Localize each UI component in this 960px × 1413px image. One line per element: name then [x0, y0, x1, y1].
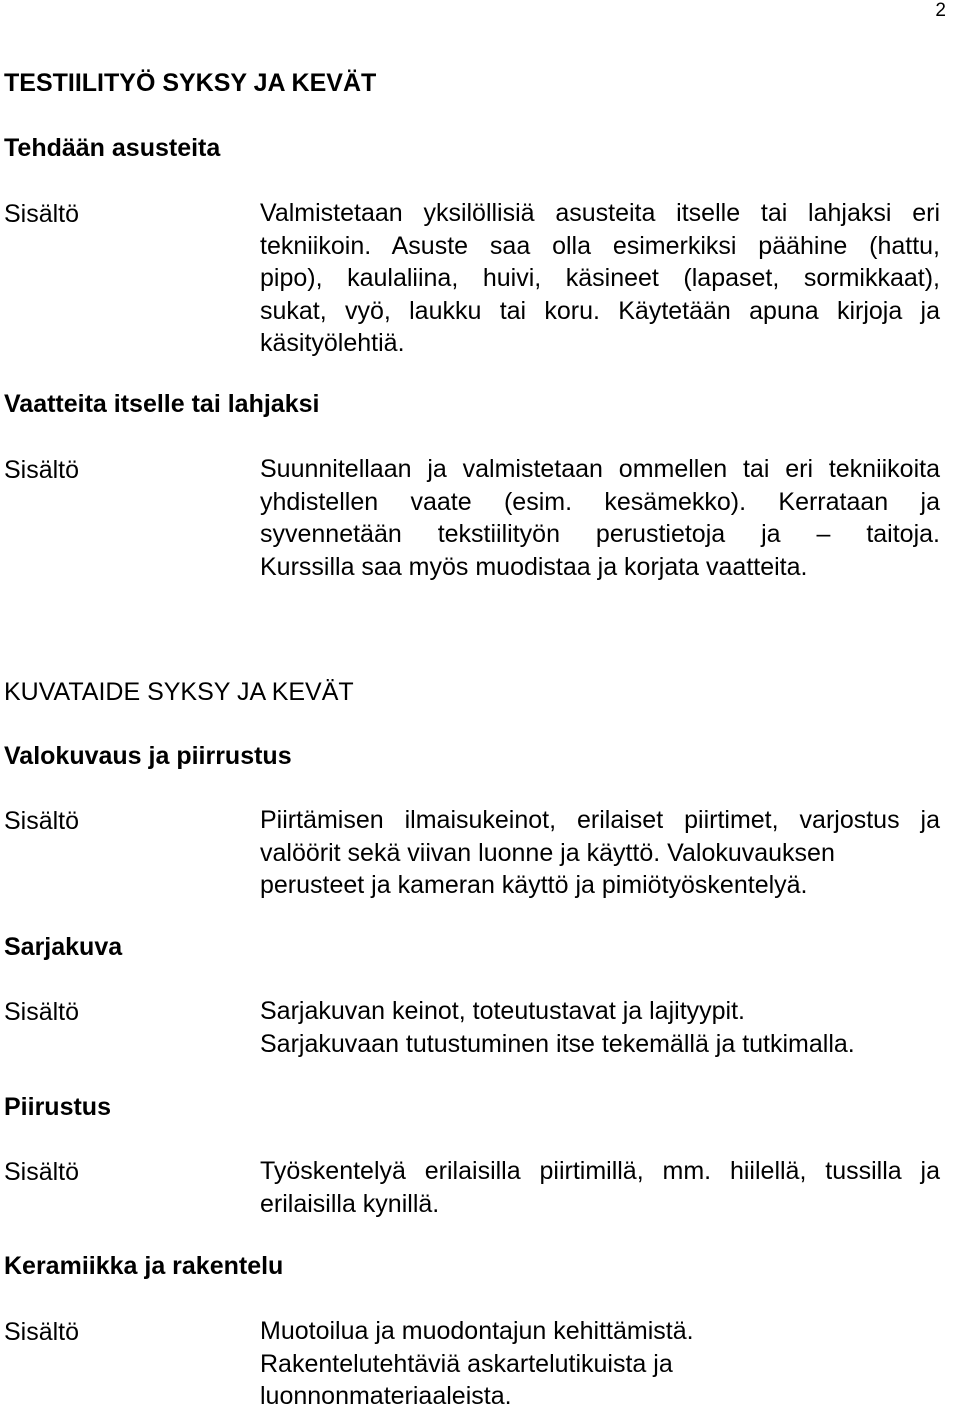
text-line: Piirtämisen ilmaisukeinot, erilaiset piirtimet, varjostus ja [260, 806, 940, 834]
text-line: käsityölehtiä. [260, 329, 405, 357]
text-line: erilaisilla kynillä. [260, 1189, 440, 1218]
content-label: Sisältö [4, 1318, 80, 1346]
subsection-title-sarjakuva: Sarjakuva [4, 933, 123, 961]
text-line: Rakentelutehtäviä askartelutikuista ja [260, 1349, 673, 1378]
subsection-title-vaatteita: Vaatteita itselle tai lahjaksi [4, 390, 320, 418]
text-line: Sarjakuvaan tutustuminen itse tekemällä ja tutkimalla. [260, 1029, 855, 1058]
content-label: Sisältö [4, 998, 80, 1026]
content-label: Sisältö [4, 456, 80, 484]
text-line: sukat, vyö, laukku tai koru. Käytetään apuna kirjoja ja [260, 296, 940, 325]
text-line: Kurssilla saa myös muodistaa ja korjata vaatteita. [260, 552, 808, 581]
subsection-title-asusteita: Tehdään asusteita [4, 134, 221, 162]
text-line: pipo), kaulaliina, huivi, käsineet (lapaset, sormikkaat), [260, 264, 940, 292]
text-line: Työskentelyä erilaisilla piirtimillä, mm. hiilellä, tussilla ja [260, 1157, 940, 1185]
text-line: perusteet ja kameran käyttö ja pimiötyöskentelyä. [260, 871, 808, 899]
text-line: Valmistetaan yksilöllisiä asusteita itselle tai lahjaksi eri [260, 199, 940, 227]
text-line: luonnonmateriaaleista. [260, 1382, 512, 1410]
content-text-sarjakuva [260, 995, 940, 1060]
subsection-title-piirustus: Piirustus [4, 1093, 111, 1121]
text-line: Muotoilua ja muodontajun kehittämistä. [260, 1317, 694, 1345]
text-line: syvennetään tekstiilityön perustietoja ja – taitoja. [260, 520, 940, 548]
content-text-vaatteita [260, 453, 940, 583]
text-line: Suunnitellaan ja valmistetaan ommellen tai eri tekniikoita [260, 455, 940, 483]
subsection-title-valokuvaus: Valokuvaus ja piirrustus [4, 742, 292, 770]
text-line: yhdistellen vaate (esim. kesämekko). Kerrataan ja [260, 487, 940, 516]
page-number: 2 [935, 0, 946, 21]
section-title-kuvataide: KUVATAIDE SYKSY JA KEVÄT [4, 678, 354, 706]
content-label: Sisältö [4, 200, 80, 228]
content-text-valokuvaus [260, 804, 940, 902]
section-title-testiilityo: TESTIILITYÖ SYKSY JA KEVÄT [4, 69, 377, 97]
content-text-asusteita [260, 197, 940, 360]
content-text-piirustus [260, 1155, 940, 1220]
content-label: Sisältö [4, 1158, 80, 1186]
text-line: tekniikoin. Asuste saa olla esimerkiksi päähine (hattu, [260, 231, 940, 260]
content-text-keramiikka [260, 1315, 940, 1413]
text-line: Sarjakuvan keinot, toteutustavat ja lajityypit. [260, 997, 745, 1025]
subsection-title-keramiikka: Keramiikka ja rakentelu [4, 1252, 284, 1280]
text-line: valöörit sekä viivan luonne ja käyttö. Valokuvauksen [260, 838, 835, 867]
content-label: Sisältö [4, 807, 80, 835]
